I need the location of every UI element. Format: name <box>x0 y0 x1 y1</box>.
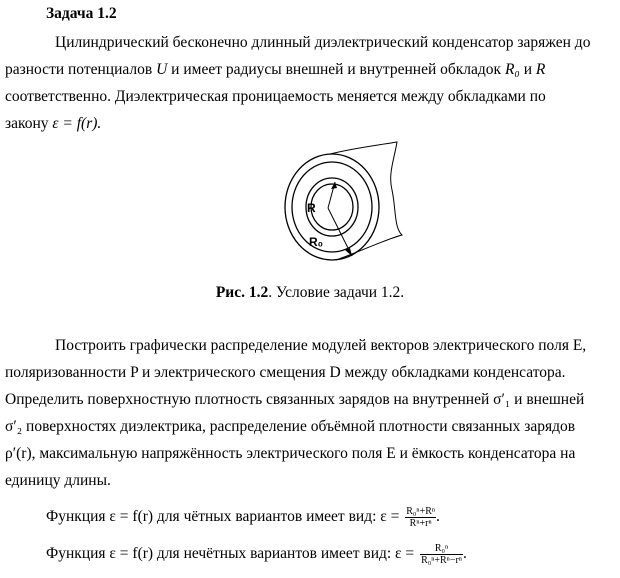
statement-line-2: разности потенциалов U и имеет радиусы внешней и внутренней обкладок R₀ и R <box>5 61 546 78</box>
law-formula: ε = f(r). <box>52 115 102 132</box>
statement-line-1: Цилиндрический бесконечно длинный диэлектрический конденсатор заряжен до <box>55 34 591 51</box>
capacitor-figure <box>264 140 414 272</box>
figure-caption <box>0 283 620 303</box>
outer-plate-outer-edge <box>285 154 379 260</box>
task-line-2: поляризованности P и электрического смещения D между обкладками конденсатора. <box>5 364 566 381</box>
task-line-4: σ′₂ поверхностях диэлектрика, распределение объёмной плотности связанных зарядов <box>5 418 576 435</box>
statement-line-4: закону ε = f(r). <box>5 115 102 132</box>
task-line-6: единицу длины. <box>5 472 111 489</box>
symbol-R0: R₀ <box>504 61 520 78</box>
radius-r-arrowhead <box>331 182 337 189</box>
inner-plate-inner-edge <box>311 184 353 230</box>
problem-heading: Задача 1.2 <box>46 5 117 22</box>
task-description <box>5 332 611 494</box>
symbol-R: R <box>535 61 546 78</box>
task-line-1: Построить графически распределение модулей векторов электрического поля E, <box>55 337 587 354</box>
task-line-5: ρ′(r), максимальную напряжённость электрического поля E и ёмкость конденсатора на <box>5 445 576 462</box>
label-R: R <box>307 201 316 215</box>
statement-line-3: соответственно. Диэлектрическая проницаемость меняется между обкладками по <box>5 88 546 105</box>
fraction-even: $\frac{\text{R₀ⁿ+Rⁿ}}{\text{Rⁿ+rⁿ}}$ <box>406 506 436 529</box>
task-line-3: Определить поверхностную плотность связанных зарядов на внутренней σ′₁ и внешней <box>5 391 585 408</box>
fraction-odd: $\frac{\text{R₀ⁿ}}{\text{R₀ⁿ+Rⁿ−rⁿ}}$ <box>421 543 462 566</box>
label-R0: R₀ <box>309 235 324 249</box>
cylinder-outline <box>330 142 402 260</box>
problem-statement <box>5 29 611 137</box>
function-odd: Функция ε = f(r) для нечётных вариантов имеет вид: ε = $\frac{\text{R₀ⁿ}}{\text{R₀ⁿ+Rⁿ−rⁿ}}$ . <box>46 543 467 566</box>
outer-plate-inner-edge <box>292 162 372 252</box>
caption-label: Рис. 1.2 <box>215 284 269 301</box>
symbol-U: U <box>156 61 168 78</box>
function-even: Функция ε = f(r) для чётных вариантов имеет вид: ε = $\frac{\text{R₀ⁿ+Rⁿ}}{\text{Rⁿ+rⁿ}}$ . <box>46 506 440 529</box>
caption-text: . Условие задачи 1.2. <box>268 284 405 301</box>
